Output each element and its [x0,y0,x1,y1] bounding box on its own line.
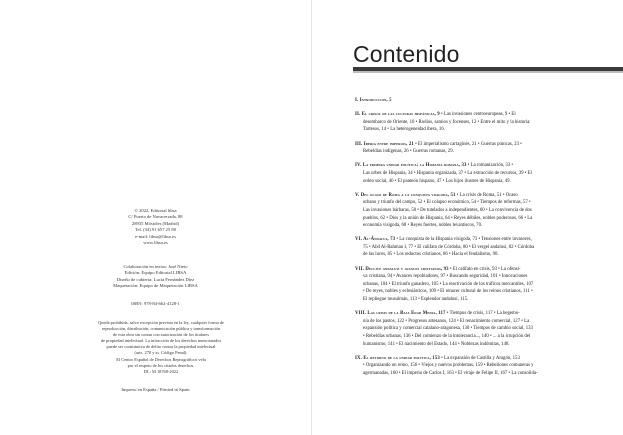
toc-entry-first-line [355,310,610,318]
legal-line: de propiedad intelectual. La infracción de los derechos mencionados [100,338,222,344]
credit-line: Edición: Equipo Editorial LIBSA [124,270,187,276]
chapter-topics: • El califato en crisis, 93 • La ofensi- [448,266,521,272]
chapter-topics: • Las invasiones centroeuropeas, 9 • El [439,112,516,118]
chapter-topics-line: economía visigoda, 68 • Reyes fuertes, nobles levantiscos, 70. [363,223,483,229]
right-page-contents [312,0,623,435]
legal-line: (arts. 270 y ss. Código Penal). [134,350,188,356]
toc-entry-first-line [355,236,610,244]
credit-line: Colaboración en textos: José Nieto [123,264,188,269]
contents-title: Contenido [353,41,460,67]
chapter-heading: I. Introducción, 5 [355,98,392,103]
toc-entry [355,141,610,156]
publisher-line: www.libsa.es [143,240,168,246]
chapter-topics-line: va cristiana, 94 • Avances repobladores, 97 • Buscando seguridad, 101 • Innovaciones [363,274,528,280]
chapter-topics-line: 75 • Abd Al-Rahman I, 77 • El califato de Córdoba, 80 • El vergel andalusí, 82 • Córdoba [363,244,535,250]
chapter-topics-line: urbanas, 104 • El triunfo ganadero, 105 • La reactivación de los tráficos mercantiles, 107 [363,281,534,287]
chapter-topics: • La crisis de Roma, 51 • Ocaso [455,192,518,198]
chapter-topics-line: • Organizando un reino, 156 • Viejos y nuevos problemas, 159 • Rebeliones comuneras y [363,363,534,369]
chapter-topics-line: agermanadas, 160 • El imperio de Carlos I, 163 • El viraje de Felipe II, 167 • La consolida- [363,370,538,376]
legal-line: de esta obra sin contar con autorización de los titulares [112,332,210,338]
publisher-line: e-mail: libsa@libsa.es [135,233,176,239]
legal-line: por el respeto de los citados derechos. [127,362,195,368]
toc-entry [355,355,610,378]
chapter-topics-line: Las invasiones bárbaras, 58 • De tutelados a independientes, 60 • La convivencia de dos [363,207,532,213]
legal-line: reproducción, distribución, comunicación pública y transformación [101,326,221,332]
chapter-topics-line: pueblos, 62 • Dios y la unión de Hispania, 64 • Reyes débiles, nobles poderosos, 66 • La [363,215,533,221]
toc-entry-first-line [355,162,610,170]
legal-line: Queda prohibida, salvo excepción prevista en la ley, cualquier forma de [98,320,224,325]
legal-line: DL: M 18768-2022 [143,368,179,374]
chapter-topics-line: orden social, 46 • El panteón hispano, 47 • Los hijos ilustres de Hispania, 49. [363,178,511,184]
chapter-topics: • El imperialismo cartaginés, 21 • Guerras púnicas, 23 • [413,141,522,147]
chapter-topics-line: humanismo, 141 • El nacimiento del Estado, 144 • Noblezas indómitas, 148. [363,341,510,347]
chapter-topics-line: • De reyes, nobles y eclesiásticos, 109 • El renacer cultural de los reinos cristianos, 111 • [363,289,533,295]
credit-line: Diseño de cubierta: Lucía Fernández Díez [116,276,195,282]
table-of-contents [355,97,610,384]
printed-in: Impreso en España / Printed in Spain [121,387,190,392]
publisher-line: C/ Puerto de Navacerrada, 88 [128,214,183,220]
chapter-topics: • La conquista de la Hispania visigoda, 73 • Tensiones entre invasores, [395,237,532,243]
left-page-copyright [0,0,311,435]
chapter-topics-line: nía de los pastos, 122 • Progresos artesanos, 124 • El renacimiento comercial, 127 • La [363,318,530,324]
toc-entry-first-line [355,141,610,149]
chapter-heading: III. Iberia entre imperios, 21 [355,141,414,147]
chapter-topics: • Tiempos de crisis, 117 • La hegemo- [445,311,520,317]
publisher-line: 28935 Móstoles (Madrid) [131,220,180,226]
toc-entry [355,310,610,348]
isbn: ISBN: 978-84-662-4128-1 [131,301,180,306]
chapter-heading: V. Del ocaso de Roma a la conquista visigoda, 51 [355,192,456,198]
chapter-topics-line: de las luces, 85 • Los reductos cristianos, 86 • Hacia el feudalismo, 90. [363,252,499,258]
toc-entry [355,97,610,105]
toc-entry-first-line [355,111,610,119]
legal-line: puede ser constitutiva de delito contra la propiedad intelectual [106,344,216,350]
chapter-heading: VIII. Las crisis de la Baja Edad Media, 117 [355,311,446,317]
title-rule-shadow [353,71,623,73]
chapter-topics-line: Las urbes de Hispania, 34 • Hispania organizada, 37 • La extracción de recursos, 39 • El [363,170,532,176]
publisher-info [0,208,311,246]
chapter-heading: IX. El retorno de la unidad política, 153 [355,355,440,361]
toc-entry-first-line [355,192,610,200]
legal-line: El Centro Español de Derechos Reprográficos vela [116,356,206,362]
toc-entry [355,192,610,230]
legal-notice [46,320,276,375]
chapter-topics: • La expansión de Castilla y Aragón, 153 [439,355,520,361]
credit-line: Maquetación: Equipo de Maquetación LIBSA [113,283,198,289]
chapter-topics-line: Rebeldías indígenas, 26 • Guerras romanas, 29. [363,149,454,155]
chapter-topics-line: expansión política y comercial catalano-aragonesa, 130 • Tiempos de cambio social, 133 [363,326,533,332]
toc-entry [355,236,610,259]
credits [0,264,311,290]
publisher-line: © 2022, Editorial libsa [134,208,177,213]
toc-entry-first-line [355,266,610,274]
chapter-heading: VII. Declive andalusí y avances cristianos, 93 [355,266,449,272]
chapter-topics-line: El repliegue musulmán, 113 • Esplendor andalusí, 115. [363,297,469,303]
publisher-line: Tel. (34) 91 657 25 80 [134,227,177,233]
toc-entry [355,111,610,134]
chapter-topics-line: desembarco de Oriente, 10 • Rodios, samios y focenses, 12 • Entre el mito y la historia: [363,119,531,125]
toc-entry-first-line [355,97,610,105]
chapter-topics-line: urbano y triunfo del campo, 52 • El colapso económico, 54 • Tiempos de reformas, 57 • [363,200,531,206]
chapter-topics-line: Tartesos, 14 • La heterogeneidad íbera, 16. [363,127,445,133]
chapter-topics-line: • Rebeldías urbanas, 136 • Del comienzo de la intolerancia..., 140 • ... a la irrupción del [363,334,531,339]
toc-entry-first-line [355,355,610,363]
chapter-heading: II. El crisol de las culturas hispánicas, 9 [355,112,440,118]
chapter-topics: • La romanización, 33 • [466,163,514,169]
toc-entry [355,162,610,185]
toc-entry [355,266,610,304]
chapter-heading: IV. La primera unidad política: la Hispania romana, 33 [355,163,467,169]
chapter-heading: VI. Al-Ándalus, 73 [355,237,396,243]
